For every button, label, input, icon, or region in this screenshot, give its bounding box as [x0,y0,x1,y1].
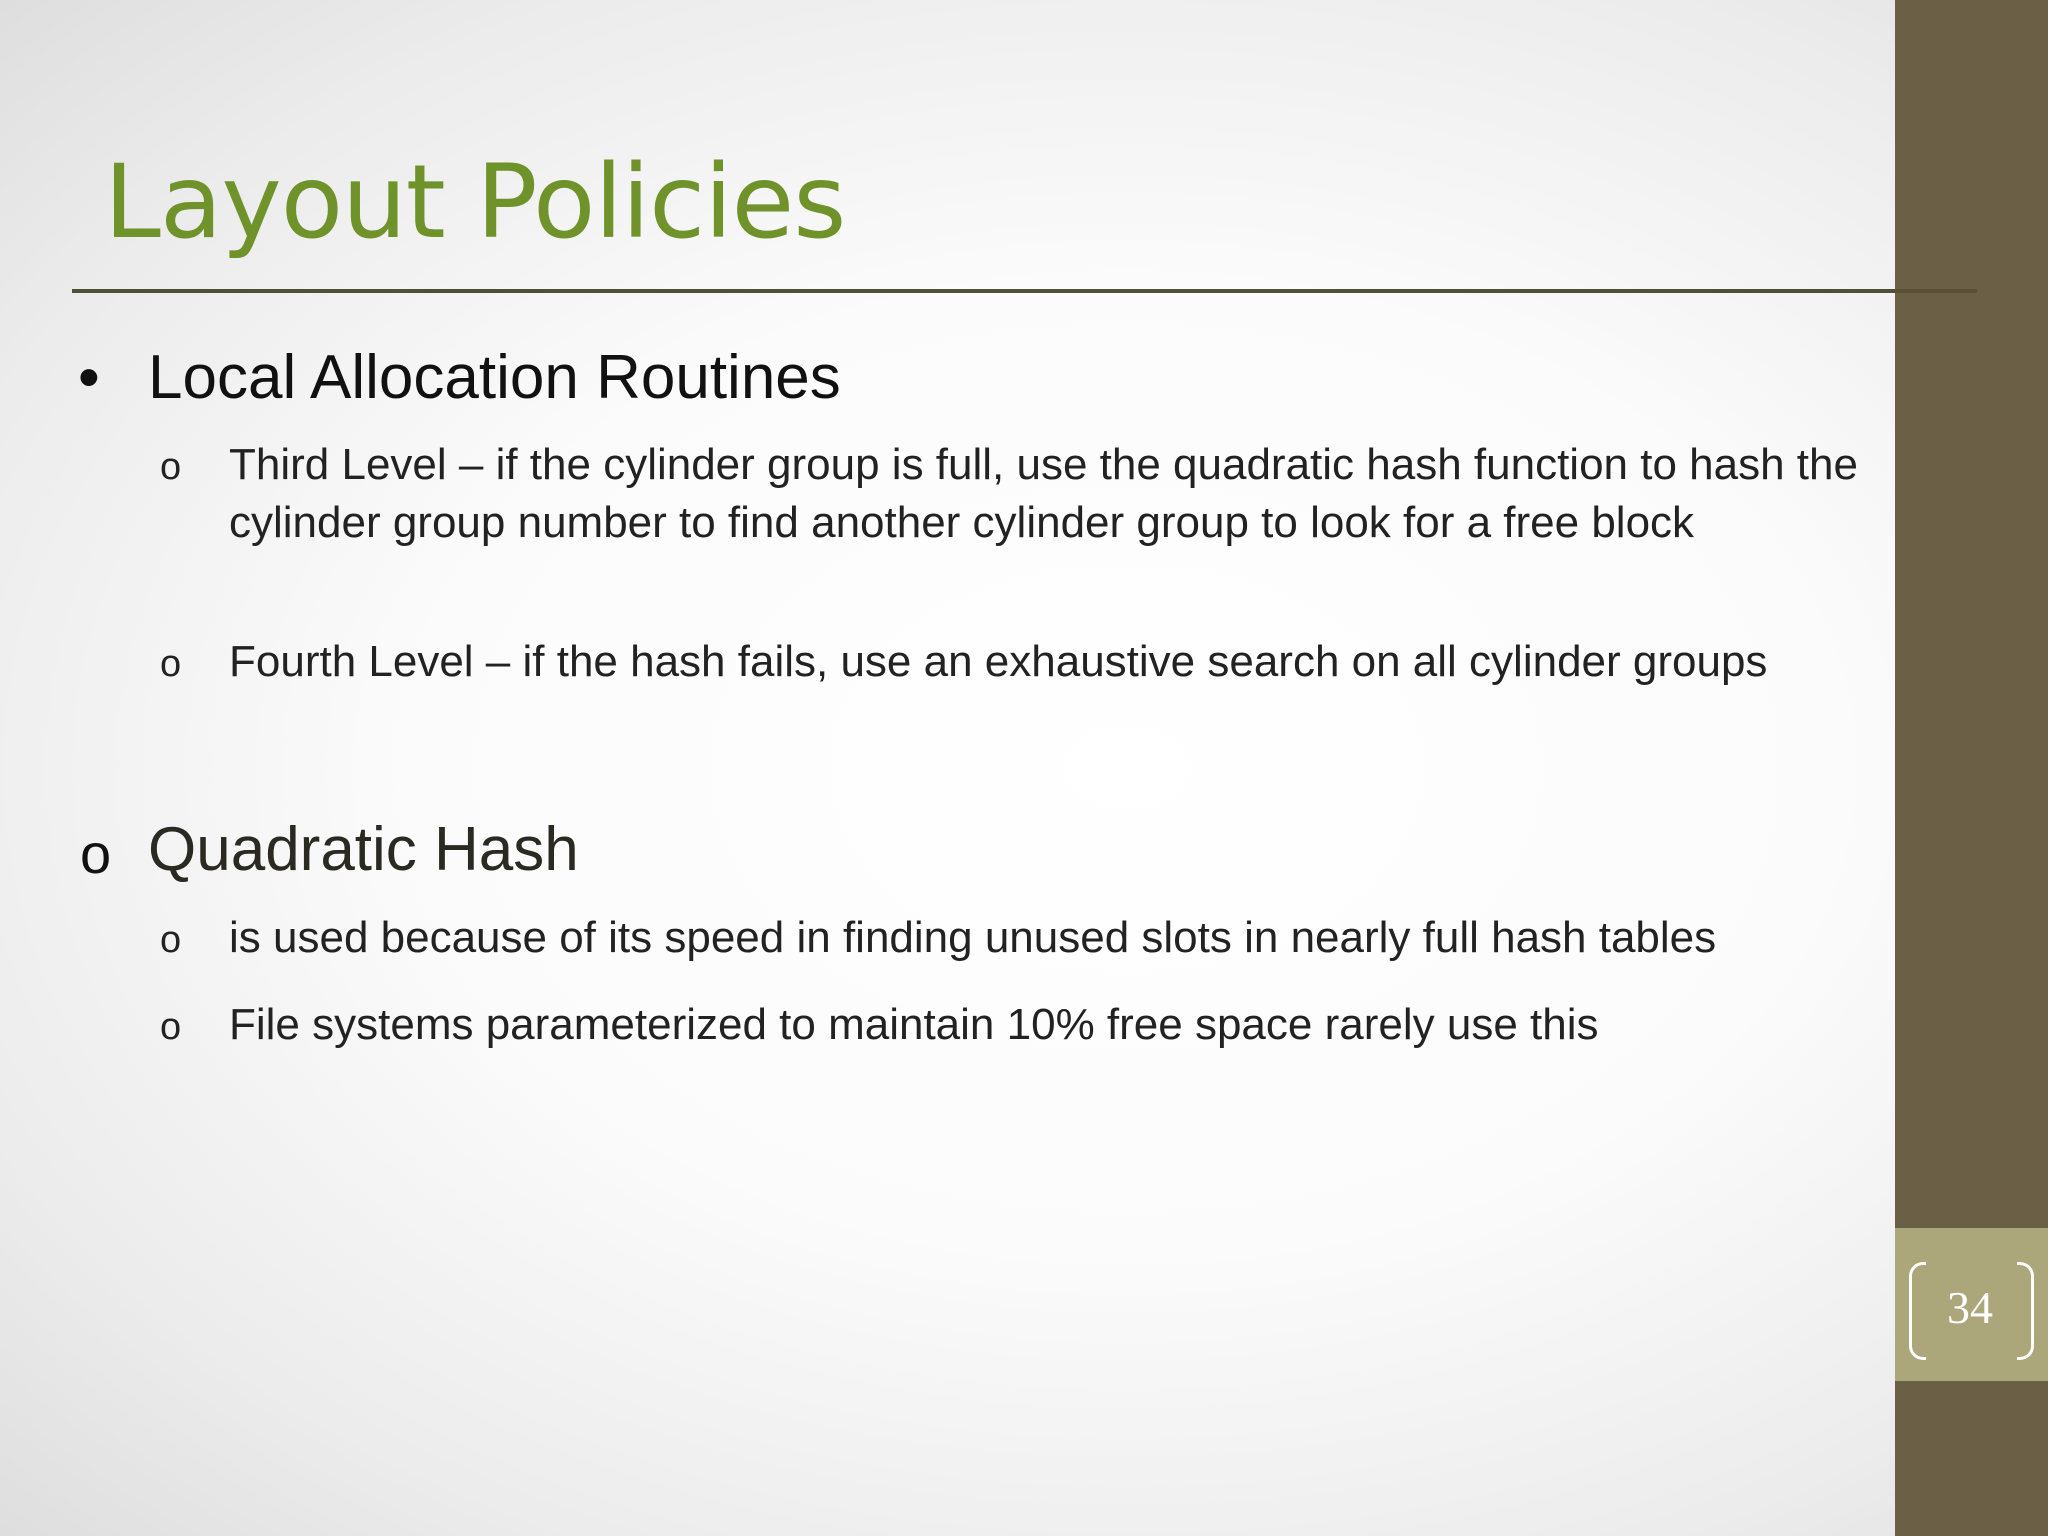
sub-bullet-marker: o [160,919,182,961]
sub-bullet-fourth-level: Fourth Level – if the hash fails, use an exhaustive search on all cylinder groups [229,637,1768,686]
sub-bullet-marker: o [160,643,182,685]
sub-bullet-marker: o [160,446,182,488]
bullet-marker: o [80,822,112,885]
sub-bullet-free-space: File systems parameterized to maintain 10% free space rarely use this [229,1000,1599,1049]
title-divider-extension [1895,289,1977,293]
bullet-quadratic-hash: Quadratic Hash [148,815,579,884]
sub-bullet-speed: is used because of its speed in finding unused slots in nearly full hash tables [229,913,1717,962]
title-divider [72,289,1895,293]
sub-bullet-marker: o [160,1006,182,1048]
right-bracket-icon [2017,1262,2034,1360]
page-number: 34 [1947,1282,1993,1333]
bullet-marker: • [78,343,100,412]
bullet-local-allocation-routines: Local Allocation Routines [148,343,841,412]
slide-title: Layout Policies [104,143,846,262]
sub-bullet-third-level: Third Level – if the cylinder group is full, use the quadratic hash function to hash the cylinder group number to find another cylinder group to look for a free block [229,440,1858,547]
